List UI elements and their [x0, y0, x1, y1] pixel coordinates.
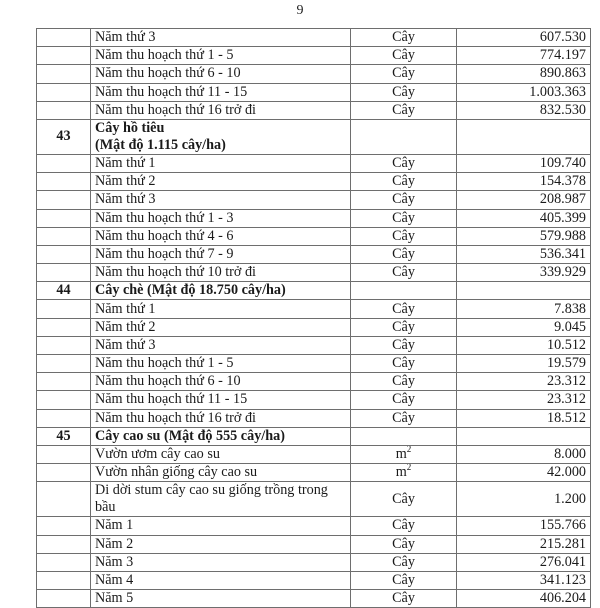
table-row	[37, 355, 591, 373]
stt-cell	[37, 245, 91, 263]
stt-cell	[37, 101, 91, 119]
unit-superscript: 2	[406, 445, 412, 455]
item-name: Năm thứ 1	[91, 300, 351, 318]
unit-cell: Cây	[351, 245, 457, 263]
stt-cell	[37, 535, 91, 553]
table-row	[37, 47, 591, 65]
unit-cell: Cây	[351, 373, 457, 391]
table-row	[37, 191, 591, 209]
item-name: Năm thu hoạch thứ 11 - 15	[91, 83, 351, 101]
stt-cell	[37, 409, 91, 427]
item-name: Di dời stum cây cao su giống trồng trong bầu	[91, 482, 351, 517]
group-number: 44	[37, 282, 91, 300]
stt-cell	[37, 29, 91, 47]
price-cell: 1.200	[457, 482, 591, 517]
table-row	[37, 101, 591, 119]
unit-cell: Cây	[351, 83, 457, 101]
stt-cell	[37, 445, 91, 463]
table-row	[37, 300, 591, 318]
stt-cell	[37, 482, 91, 517]
item-name: Năm thu hoạch thứ 7 - 9	[91, 245, 351, 263]
stt-cell	[37, 517, 91, 535]
price-cell: 341.123	[457, 571, 591, 589]
price-cell: 579.988	[457, 227, 591, 245]
unit-cell: Cây	[351, 336, 457, 354]
table-row	[37, 482, 591, 517]
table-row	[37, 264, 591, 282]
unit-superscript: 2	[406, 463, 412, 473]
item-name: Năm thu hoạch thứ 1 - 5	[91, 47, 351, 65]
price-cell: 536.341	[457, 245, 591, 263]
unit-base: m	[395, 464, 407, 481]
stt-cell	[37, 373, 91, 391]
item-name: Năm thu hoạch thứ 16 trở đi	[91, 101, 351, 119]
unit-cell: Cây	[351, 571, 457, 589]
price-cell: 19.579	[457, 355, 591, 373]
stt-cell	[37, 355, 91, 373]
unit-cell: Cây	[351, 318, 457, 336]
unit-cell: Cây	[351, 517, 457, 535]
price-cell: 405.399	[457, 209, 591, 227]
unit-base: m	[395, 446, 407, 463]
stt-cell	[37, 590, 91, 608]
unit-cell: Cây	[351, 590, 457, 608]
group-header-row	[37, 427, 591, 445]
item-name: Năm thứ 1	[91, 154, 351, 172]
unit-cell: Cây	[351, 535, 457, 553]
item-name: Năm thu hoạch thứ 6 - 10	[91, 373, 351, 391]
stt-cell	[37, 264, 91, 282]
item-name: Năm thứ 3	[91, 29, 351, 47]
price-cell: 8.000	[457, 445, 591, 463]
stt-cell	[37, 391, 91, 409]
unit-cell: Cây	[351, 47, 457, 65]
table-row	[37, 464, 591, 482]
item-name: Vườn nhân giống cây cao su	[91, 464, 351, 482]
stt-cell	[37, 173, 91, 191]
unit-cell: Cây	[351, 154, 457, 172]
table-row	[37, 245, 591, 263]
price-cell: 9.045	[457, 318, 591, 336]
table-row	[37, 318, 591, 336]
unit-cell: Cây	[351, 482, 457, 517]
item-name: Năm thứ 2	[91, 173, 351, 191]
item-name: Năm 3	[91, 553, 351, 571]
stt-cell	[37, 336, 91, 354]
price-cell: 607.530	[457, 29, 591, 47]
price-cell: 42.000	[457, 464, 591, 482]
price-cell: 23.312	[457, 391, 591, 409]
table-row	[37, 445, 591, 463]
unit-cell: Cây	[351, 173, 457, 191]
stt-cell	[37, 154, 91, 172]
table-row	[37, 336, 591, 354]
unit-cell	[351, 464, 457, 482]
table-row	[37, 373, 591, 391]
item-name: Năm 4	[91, 571, 351, 589]
item-name: Năm thu hoạch thứ 11 - 15	[91, 391, 351, 409]
unit-cell: Cây	[351, 355, 457, 373]
group-number: 43	[37, 119, 91, 154]
unit-cell: Cây	[351, 391, 457, 409]
stt-cell	[37, 83, 91, 101]
item-name: Năm thu hoạch thứ 16 trở đi	[91, 409, 351, 427]
unit-cell: Cây	[351, 409, 457, 427]
unit-cell	[351, 282, 457, 300]
item-name: Năm thứ 3	[91, 191, 351, 209]
table-row	[37, 29, 591, 47]
unit-cell	[351, 119, 457, 154]
price-cell: 774.197	[457, 47, 591, 65]
table-row	[37, 154, 591, 172]
table-row	[37, 65, 591, 83]
table-row	[37, 409, 591, 427]
unit-cell: Cây	[351, 191, 457, 209]
table-row	[37, 391, 591, 409]
price-cell: 109.740	[457, 154, 591, 172]
table-row	[37, 517, 591, 535]
price-cell: 215.281	[457, 535, 591, 553]
price-cell: 154.378	[457, 173, 591, 191]
group-header-row	[37, 282, 591, 300]
item-name: Năm thứ 2	[91, 318, 351, 336]
page-number: 9	[296, 3, 304, 18]
unit-cell: Cây	[351, 300, 457, 318]
price-cell: 23.312	[457, 373, 591, 391]
stt-cell	[37, 318, 91, 336]
unit-cell: Cây	[351, 29, 457, 47]
group-header-row	[37, 119, 591, 154]
item-name: Năm thu hoạch thứ 1 - 3	[91, 209, 351, 227]
table-row	[37, 227, 591, 245]
stt-cell	[37, 227, 91, 245]
stt-cell	[37, 571, 91, 589]
stt-cell	[37, 47, 91, 65]
table-row	[37, 83, 591, 101]
item-name: Năm thu hoạch thứ 6 - 10	[91, 65, 351, 83]
group-title	[91, 119, 351, 154]
item-name: Năm 5	[91, 590, 351, 608]
unit-cell: Cây	[351, 553, 457, 571]
table-row	[37, 590, 591, 608]
unit-cell	[351, 445, 457, 463]
price-cell: 155.766	[457, 517, 591, 535]
item-name: Năm 2	[91, 535, 351, 553]
table-row	[37, 173, 591, 191]
group-title-line1: Cây hồ tiêu	[95, 119, 165, 136]
group-title: Cây chè (Mật độ 18.750 cây/ha)	[91, 282, 351, 300]
price-cell	[457, 282, 591, 300]
compensation-price-table	[36, 28, 591, 608]
price-cell: 339.929	[457, 264, 591, 282]
item-name: Vườn ươm cây cao su	[91, 445, 351, 463]
item-name: Năm 1	[91, 517, 351, 535]
stt-cell	[37, 191, 91, 209]
group-number: 45	[37, 427, 91, 445]
group-title: Cây cao su (Mật độ 555 cây/ha)	[91, 427, 351, 445]
stt-cell	[37, 65, 91, 83]
table-row	[37, 535, 591, 553]
stt-cell	[37, 209, 91, 227]
stt-cell	[37, 553, 91, 571]
item-name: Năm thu hoạch thứ 4 - 6	[91, 227, 351, 245]
table-row	[37, 571, 591, 589]
table-row	[37, 553, 591, 571]
unit-cell	[351, 427, 457, 445]
item-name: Năm thứ 3	[91, 336, 351, 354]
unit-cell: Cây	[351, 65, 457, 83]
unit-cell: Cây	[351, 227, 457, 245]
price-cell: 208.987	[457, 191, 591, 209]
unit-cell: Cây	[351, 101, 457, 119]
group-title-line2: (Mật độ 1.115 cây/ha)	[95, 136, 226, 153]
price-cell: 406.204	[457, 590, 591, 608]
price-cell: 1.003.363	[457, 83, 591, 101]
stt-cell	[37, 300, 91, 318]
table-row	[37, 209, 591, 227]
price-cell: 890.863	[457, 65, 591, 83]
item-name: Năm thu hoạch thứ 1 - 5	[91, 355, 351, 373]
price-cell	[457, 427, 591, 445]
unit-cell: Cây	[351, 264, 457, 282]
unit-cell: Cây	[351, 209, 457, 227]
price-cell	[457, 119, 591, 154]
price-cell: 10.512	[457, 336, 591, 354]
price-cell: 18.512	[457, 409, 591, 427]
stt-cell	[37, 464, 91, 482]
item-name: Năm thu hoạch thứ 10 trở đi	[91, 264, 351, 282]
price-cell: 832.530	[457, 101, 591, 119]
price-cell: 276.041	[457, 553, 591, 571]
price-cell: 7.838	[457, 300, 591, 318]
